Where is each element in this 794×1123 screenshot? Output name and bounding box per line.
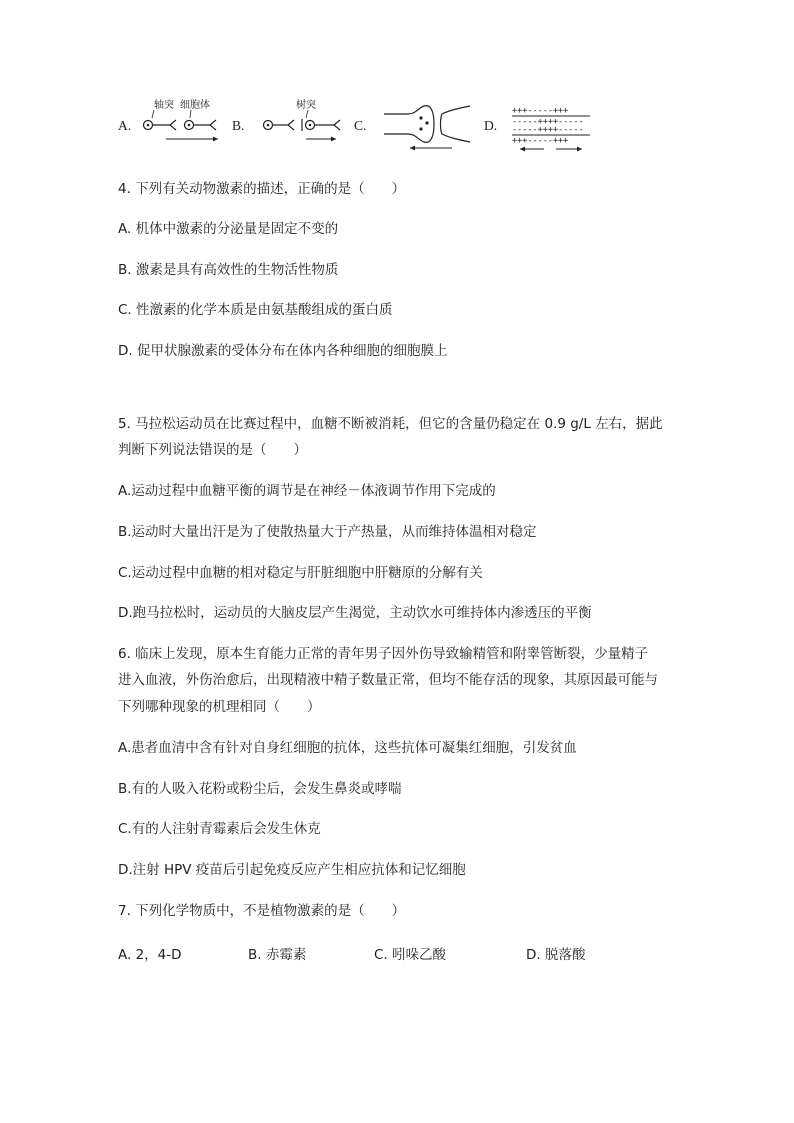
question-4-stem: 4. 下列有关动物激素的描述，正确的是（ ） xyxy=(118,181,406,197)
option-d-label: D. xyxy=(484,118,498,133)
question-5-stem-line-1: 5. 马拉松运动员在比赛过程中，血糖不断被消耗，但它的含量仍稳定在 0.9 g/L 左右，据此 xyxy=(118,416,663,432)
membrane-top-charges: +++-----+++ xyxy=(512,106,569,116)
question-7-option-a: A. 2，4-D xyxy=(118,947,182,963)
membrane-inner-charges-1: -----++++----- xyxy=(512,117,584,127)
question-6-option-d: D.注射 HPV 疫苗后引起免疫反应产生相应抗体和记忆细胞 xyxy=(118,862,466,878)
neuron-diagram-a xyxy=(136,96,228,146)
question-4-option-a: A. 机体中激素的分泌量是固定不变的 xyxy=(118,221,339,237)
membrane-bottom-charges: +++-----+++ xyxy=(512,136,569,146)
question-6-option-b: B.有的人吸入花粉或粉尘后，会发生鼻炎或哮喘 xyxy=(118,781,402,797)
question-4-option-c: C. 性激素的化学本质是由氨基酸组成的蛋白质 xyxy=(118,302,393,318)
question-7-option-d: D. 脱落酸 xyxy=(526,947,586,963)
question-4-option-b: B. 激素是具有高效性的生物活性物质 xyxy=(118,262,339,278)
question-5-option-b: B.运动时大量出汗是为了使散热量大于产热量，从而维持体温相对稳定 xyxy=(118,524,537,540)
question-7-option-c: C. 吲哚乙酸 xyxy=(374,947,447,963)
question-5-option-a: A.运动过程中血糖平衡的调节是在神经－体液调节作用下完成的 xyxy=(118,483,496,499)
question-7-stem: 7. 下列化学物质中，不是植物激素的是（ ） xyxy=(118,903,406,919)
question-4-option-d: D. 促甲状腺激素的受体分布在体内各种细胞的细胞膜上 xyxy=(118,343,448,359)
synapse-diagram-c xyxy=(380,100,476,152)
question-6-stem-line-1: 6. 临床上发现，原本生育能力正常的青年男子因外伤导致输精管和附睾管断裂，少量精子 xyxy=(118,646,649,662)
option-a-label: A. xyxy=(118,118,132,133)
question-6-stem-line-2: 进入血液，外伤治愈后，出现精液中精子数量正常，但均不能存活的现象，其原因最可能与 xyxy=(118,672,658,688)
membrane-inner-charges-2: -----++++----- xyxy=(512,125,584,135)
question-5-stem-line-2: 判断下列说法错误的是（ ） xyxy=(118,442,307,458)
dendrite-label: 树突 xyxy=(296,100,316,111)
option-c-label: C. xyxy=(354,118,367,133)
membrane-potential-diagram-d xyxy=(510,104,592,152)
question-6-option-a: A.患者血清中含有针对自身红细胞的抗体，这些抗体可凝集红细胞，引发贫血 xyxy=(118,740,577,756)
axon-label: 轴突 xyxy=(154,100,174,111)
soma-label: 细胞体 xyxy=(180,100,210,111)
question-5-option-c: C.运动过程中血糖的相对稳定与肝脏细胞中肝糖原的分解有关 xyxy=(118,565,483,581)
neuron-diagram-b xyxy=(258,96,358,146)
question-5-option-d: D.跑马拉松时，运动员的大脑皮层产生渴觉，主动饮水可维持体内渗透压的平衡 xyxy=(118,605,592,621)
option-b-label: B. xyxy=(232,118,245,133)
question-7-option-b: B. 赤霉素 xyxy=(248,947,307,963)
question-6-option-c: C.有的人注射青霉素后会发生休克 xyxy=(118,821,321,837)
question-6-stem-line-3: 下列哪种现象的机理相同（ ） xyxy=(118,699,321,715)
